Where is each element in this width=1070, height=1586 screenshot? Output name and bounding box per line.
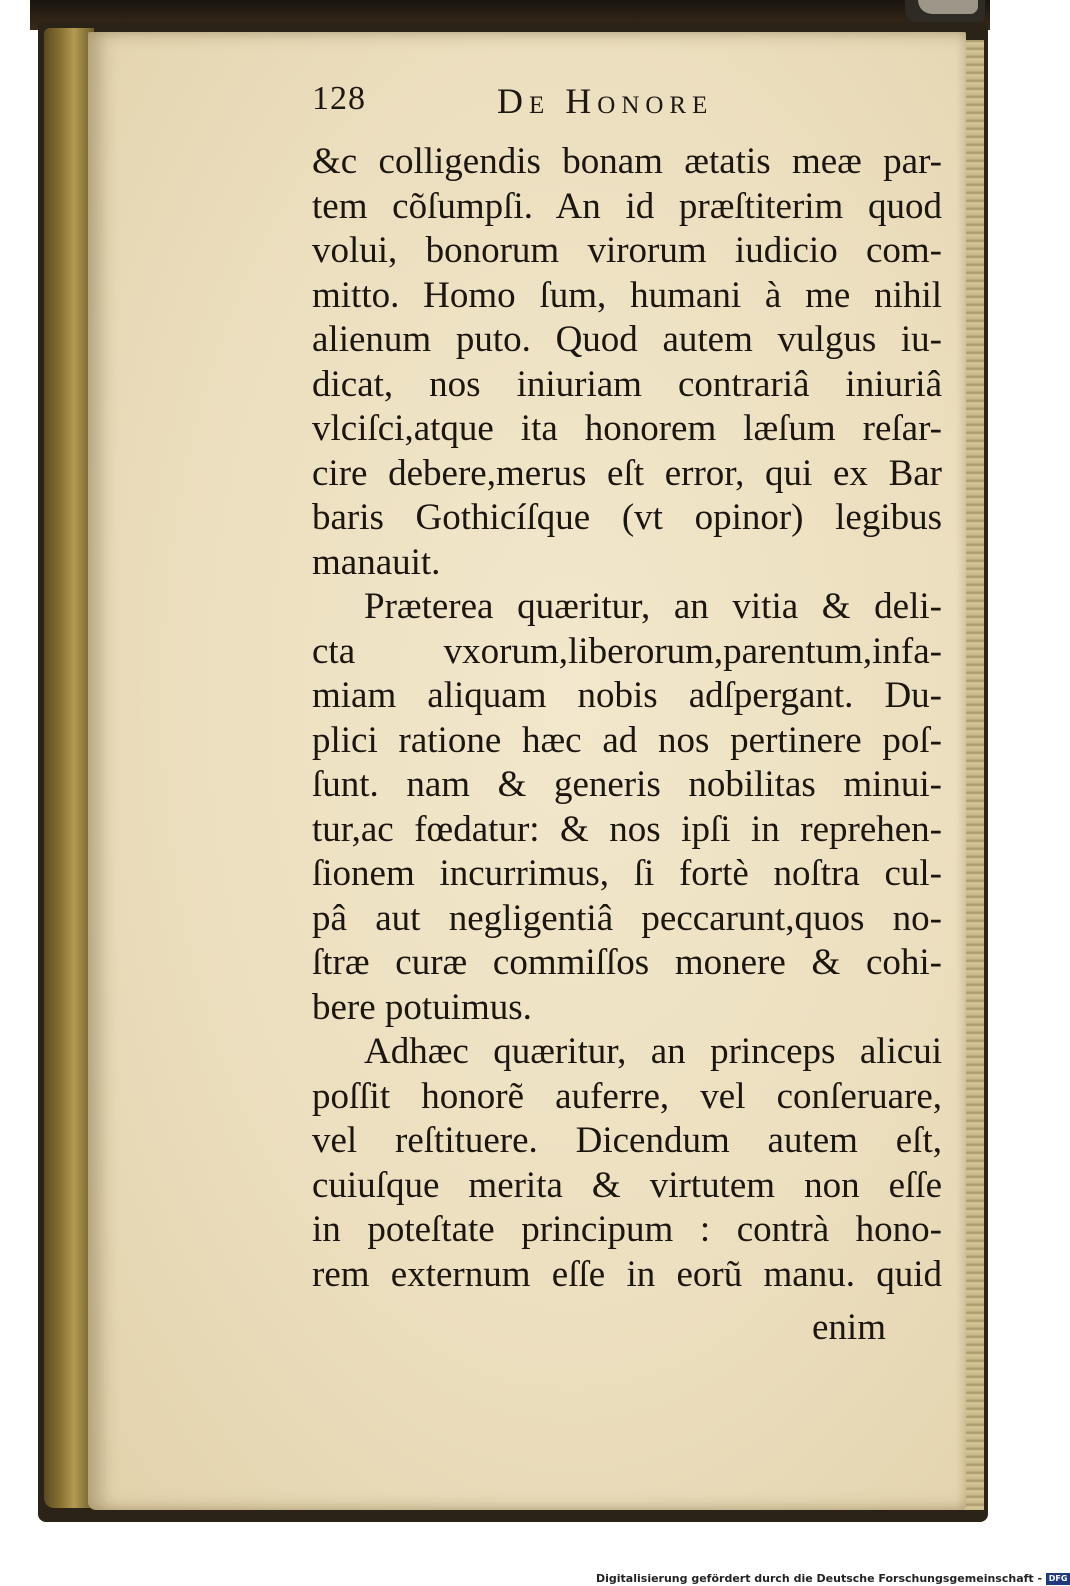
text-line: ſunt. nam & generis nobilitas minui- xyxy=(312,764,942,805)
dfg-logo: DFG xyxy=(1046,1573,1070,1585)
credit-text: Digitalisierung gefördert durch die Deutsche Forschungsgemeinschaft - xyxy=(596,1572,1043,1585)
text-line: vel reſtituere. Dicendum autem eſt, xyxy=(312,1120,942,1161)
text-line: alienum puto. Quod autem vulgus iu- xyxy=(312,319,942,360)
page-number: 128 xyxy=(312,80,366,117)
body-text xyxy=(312,140,942,1297)
catchword: enim xyxy=(812,1307,886,1348)
text-line: bere potuimus. xyxy=(312,986,532,1028)
text-line: cuiuſque merita & virtutem non eſſe xyxy=(312,1164,942,1206)
text-line: poſſit honorẽ auferre, vel conſeruare, xyxy=(312,1075,942,1117)
digitization-credit xyxy=(596,1571,1070,1586)
text-line: cire debere,merus eſt error, qui ex Bar xyxy=(312,452,942,494)
text-line: baris Gothicíſque (vt opinor) legibus xyxy=(312,497,942,538)
text-line: dicat, nos iniuriam contrariâ iniuriâ xyxy=(312,363,942,405)
text-line: rem externum eſſe in eorũ manu. quid xyxy=(312,1253,942,1295)
text-line: miam aliquam nobis adſpergant. Du- xyxy=(312,675,942,716)
text-line: vlciſci,atque ita honorem læſum reſar- xyxy=(312,408,942,449)
paragraph-start-line: Adhæc quæritur, an princeps alicui xyxy=(364,1031,942,1072)
page-gutter-left xyxy=(44,28,94,1508)
text-line: tur,ac fœdatur: & nos ipſi in reprehen- xyxy=(312,808,942,850)
text-line: plici ratione hæc ad nos pertinere poſ- xyxy=(312,719,942,761)
text-line: manauit. xyxy=(312,541,441,583)
text-line: ſionem incurrimus, ſi fortè noſtra cul- xyxy=(312,853,942,894)
text-line: mitto. Homo ſum, humani à me nihil xyxy=(312,274,942,316)
text-line: volui, bonorum virorum iudicio com- xyxy=(312,230,942,271)
scan-corner-light xyxy=(918,0,978,14)
running-title: De Honore xyxy=(497,81,714,121)
text-line: ſtræ curæ commiſſos monere & cohi- xyxy=(312,942,942,983)
paragraph-start-line: Præterea quæritur, an vitia & deli- xyxy=(364,586,942,627)
text-line: &c colligendis bonam ætatis meæ par- xyxy=(312,141,942,182)
page-header xyxy=(312,80,782,130)
text-line: tem cõſumpſi. An id præſtiterim quod xyxy=(312,185,942,227)
text-line: cta vxorum,liberorum,parentum,infa- xyxy=(312,630,942,672)
text-line: pâ aut negligentiâ peccarunt,quos no- xyxy=(312,897,942,939)
text-line: in poteſtate principum : contrà hono- xyxy=(312,1209,942,1250)
